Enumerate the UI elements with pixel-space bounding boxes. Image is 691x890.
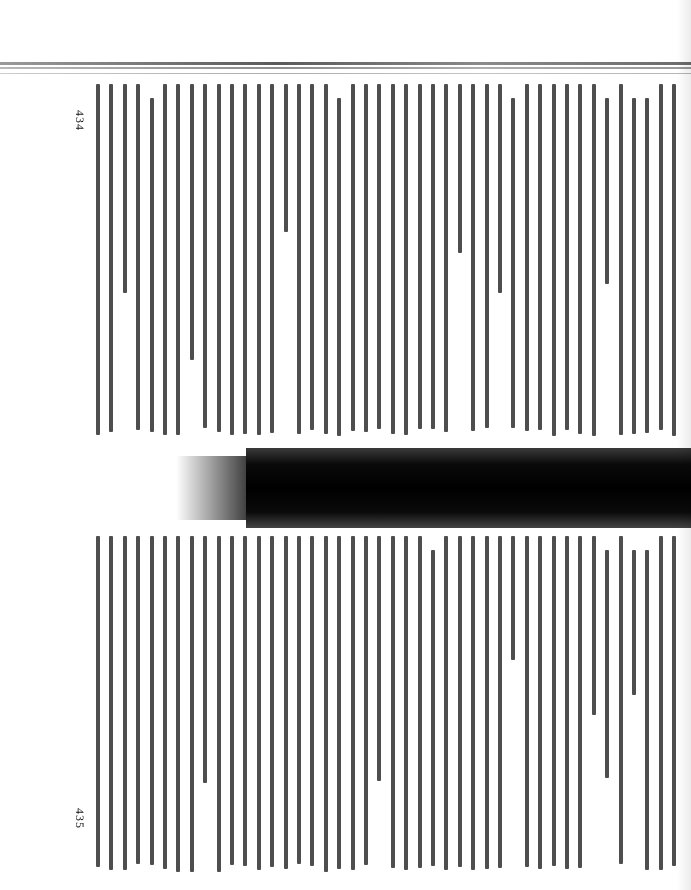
- scanner-band-low: [0, 73, 691, 74]
- text-line: [471, 536, 475, 870]
- text-line: [190, 84, 194, 360]
- text-line: [525, 536, 529, 867]
- text-line: [538, 84, 542, 430]
- text-line: [377, 84, 381, 429]
- page-right: [66, 528, 680, 884]
- text-line: [270, 84, 274, 433]
- scanner-band-top: [0, 62, 691, 65]
- text-line: [364, 84, 368, 432]
- edge-shade: [677, 0, 691, 890]
- text-line: [431, 84, 435, 429]
- text-line: [310, 536, 314, 866]
- text-line: [297, 84, 301, 434]
- text-line: [672, 536, 676, 866]
- page-number-left: 434: [73, 110, 87, 131]
- text-line: [190, 536, 194, 872]
- text-line: [217, 536, 221, 872]
- gutter-shadow: [176, 456, 256, 520]
- text-line: [592, 84, 596, 436]
- text-line: [444, 536, 448, 870]
- book-gutter: [246, 448, 691, 528]
- text-line: [511, 536, 515, 660]
- text-line: [364, 536, 368, 865]
- text-line: [230, 84, 234, 435]
- text-line: [418, 84, 422, 429]
- text-line: [136, 84, 140, 430]
- page-left: [66, 76, 680, 448]
- text-line: [605, 550, 609, 778]
- text-line: [217, 84, 221, 432]
- text-line: [203, 536, 207, 783]
- text-line: [297, 536, 301, 864]
- text-line: [109, 536, 113, 870]
- text-line: [659, 84, 663, 430]
- text-line: [337, 536, 341, 869]
- text-line: [123, 536, 127, 870]
- text-line: [96, 536, 100, 867]
- text-line: [404, 84, 408, 435]
- text-line: [659, 536, 663, 870]
- text-line: [203, 84, 207, 428]
- text-line: [498, 84, 502, 293]
- text-line: [123, 84, 127, 293]
- text-line: [391, 84, 395, 434]
- text-line: [351, 84, 355, 431]
- text-line: [592, 536, 596, 715]
- text-line: [337, 98, 341, 436]
- text-line: [163, 536, 167, 869]
- text-line: [391, 536, 395, 868]
- text-line: [324, 536, 328, 872]
- text-line: [377, 536, 381, 781]
- text-line: [270, 536, 274, 867]
- scanned-book-spread: [66, 76, 680, 884]
- text-line: [672, 84, 676, 436]
- text-line: [243, 84, 247, 434]
- text-line: [257, 536, 261, 870]
- text-line: [565, 84, 569, 430]
- text-line: [645, 550, 649, 870]
- text-line: [431, 550, 435, 866]
- text-line: [485, 84, 489, 428]
- text-line: [619, 84, 623, 435]
- text-line: [498, 536, 502, 868]
- text-line: [552, 84, 556, 436]
- text-line: [310, 84, 314, 430]
- text-line: [230, 536, 234, 865]
- text-line: [444, 84, 448, 432]
- text-line: [243, 536, 247, 866]
- text-line: [645, 98, 649, 433]
- text-line: [538, 536, 542, 869]
- text-line: [418, 536, 422, 868]
- text-line: [109, 84, 113, 432]
- text-line: [136, 536, 140, 864]
- text-line: [485, 536, 489, 869]
- text-line: [324, 84, 328, 434]
- text-line: [552, 536, 556, 866]
- text-line: [176, 84, 180, 435]
- text-line: [351, 536, 355, 870]
- text-line: [96, 84, 100, 435]
- page-number-right: 435: [73, 808, 87, 829]
- text-line: [404, 536, 408, 870]
- text-line: [284, 536, 288, 869]
- text-line: [150, 536, 154, 865]
- text-line: [605, 98, 609, 284]
- text-line: [511, 98, 515, 428]
- text-line: [578, 536, 582, 868]
- text-line: [565, 536, 569, 869]
- text-line: [458, 536, 462, 867]
- text-line: [284, 84, 288, 232]
- text-line: [176, 536, 180, 872]
- text-line: [471, 84, 475, 431]
- text-line: [578, 84, 582, 434]
- text-line: [525, 84, 529, 431]
- text-line: [458, 84, 462, 253]
- text-line: [150, 98, 154, 432]
- text-line: [632, 98, 636, 434]
- text-line: [163, 84, 167, 435]
- text-line: [619, 536, 623, 864]
- scanner-band-mid: [0, 67, 691, 69]
- text-line: [257, 84, 261, 435]
- text-line: [632, 550, 636, 695]
